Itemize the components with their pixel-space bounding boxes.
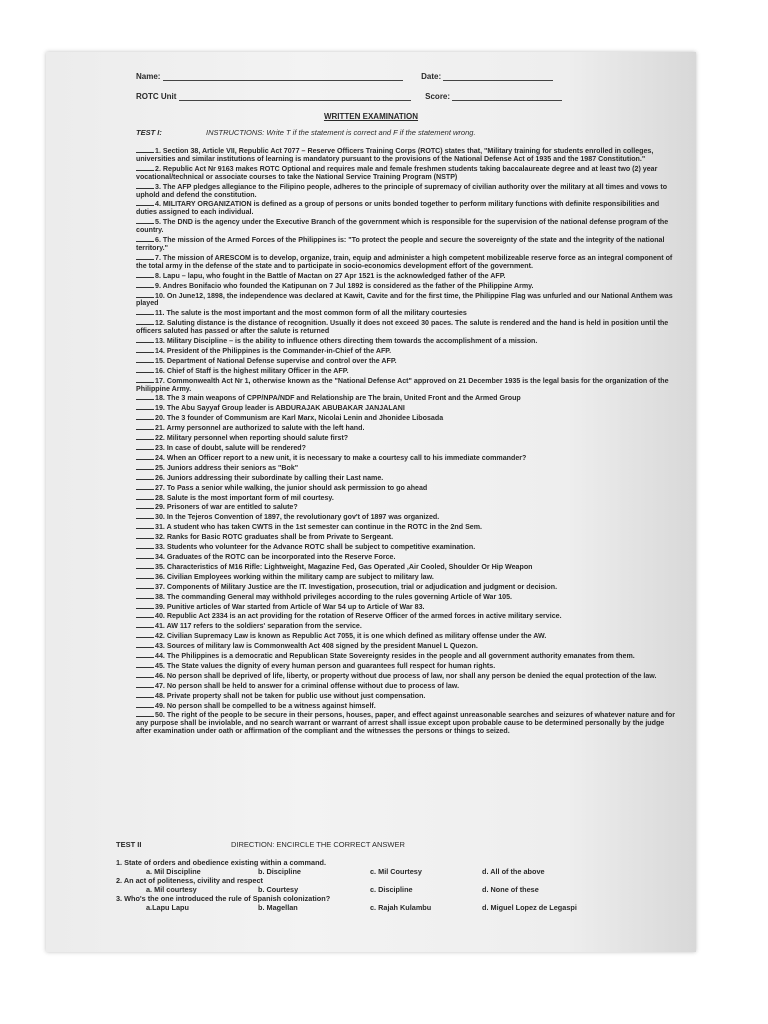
options-row [146,903,686,912]
answer-blank[interactable] [136,562,154,569]
answer-blank[interactable] [136,621,154,628]
answer-blank[interactable] [136,281,154,288]
answer-blank[interactable] [136,542,154,549]
list-item: 19. The Abu Sayyaf Group leader is ABDURAJAK ABUBAKAR JANJALANI [136,403,681,413]
list-item: 22. Military personnel when reporting should salute first? [136,433,681,443]
answer-blank[interactable] [136,552,154,559]
option[interactable]: c. Mil Courtesy [370,867,422,876]
answer-blank[interactable] [136,691,154,698]
list-item: 11. The salute is the most important and the most common form of all the military courtesies [136,308,681,318]
answer-blank[interactable] [136,423,154,430]
answer-blank[interactable] [136,493,154,500]
question: 3. Who's the one introduced the rule of Spanish colonization? [116,894,331,903]
answer-blank[interactable] [136,308,154,315]
test1-items [136,146,681,736]
list-item: 43. Sources of military law is Commonwealth Act 408 signed by the president Manuel L Quezon. [136,641,681,651]
option[interactable]: d. All of the above [482,867,545,876]
list-item: 9. Andres Bonifacio who founded the Katipunan on 7 Jul 1892 is considered as the father of the Philippine Army. [136,281,681,291]
answer-blank[interactable] [136,602,154,609]
answer-blank[interactable] [136,592,154,599]
list-item: 36. Civilian Employees working within the military camp are subject to military law. [136,572,681,582]
answer-blank[interactable] [136,502,154,509]
answer-blank[interactable] [136,631,154,638]
answer-blank[interactable] [136,661,154,668]
list-item: 28. Salute is the most important form of mil courtesy. [136,493,681,503]
list-item: 6. The mission of the Armed Forces of the Philippines is: "To protect the people and secure the sovereignty of the state and the integrity of the national territory." [136,236,665,252]
exam-sheet [46,52,696,952]
answer-blank[interactable] [136,710,154,717]
answer-blank[interactable] [136,413,154,420]
answer-blank[interactable] [136,346,154,353]
answer-blank[interactable] [136,376,154,383]
test1-instructions: INSTRUCTIONS: Write T if the statement is correct and F if the statement wrong. [206,128,476,137]
option[interactable]: b. Discipline [258,867,301,876]
unit-line [179,92,411,101]
answer-blank[interactable] [136,641,154,648]
option[interactable]: b. Magellan [258,903,298,912]
list-item: 10. On June12, 1898, the independence was declared at Kawit, Cavite and for the first time, the Philippine Flag was unfurled and our National Anthem was played [136,291,673,308]
answer-blank[interactable] [136,336,154,343]
list-item: 17. Commonwealth Act Nr 1, otherwise known as the "National Defense Act" approved on 21 December 1935 is the legal basis for the organization of the Philippine Army. [136,376,669,393]
answer-blank[interactable] [136,403,154,410]
test1-label: TEST I: [136,128,162,137]
list-item: 31. A student who has taken CWTS in the 1st semester can continue in the ROTC in the 2nd Sem. [136,522,681,532]
question: 1. State of orders and obedience existing within a command. [116,858,327,867]
answer-blank[interactable] [136,366,154,373]
list-item: 49. No person shall be compelled to be a witness against himself. [136,701,681,711]
score-line [452,92,562,101]
answer-blank[interactable] [136,473,154,480]
list-item: 3. The AFP pledges allegiance to the Filipino people, adheres to the principle of supremacy of civilian authority over the military at all times and vows to uphold and defend the constitution. [136,182,668,199]
list-item: 41. AW 117 refers to the soldiers' separation from the service. [136,621,681,631]
test2-label: TEST II [116,840,142,849]
answer-blank[interactable] [136,443,154,450]
list-item: 23. In case of doubt, salute will be rendered? [136,443,681,453]
list-item: 24. When an Officer report to a new unit, it is necessary to make a courtesy call to his immediate commander? [136,453,681,463]
option[interactable]: b. Courtesy [258,885,299,894]
list-item: 42. Civilian Supremacy Law is known as Republic Act 7055, it is one which defined as military offense under the AW. [136,631,681,641]
list-item: 35. Characteristics of M16 Rifle: Lightweight, Magazine Fed, Gas Operated ,Air Cooled, Shoulder Or Hip Weapon [136,562,681,572]
answer-blank[interactable] [136,611,154,618]
list-item: 37. Components of Military Justice are the IT. Investigation, prosecution, trial or adjudication and judgment or decision. [136,582,681,592]
list-item: 16. Chief of Staff is the highest military Officer in the AFP. [136,366,681,376]
answer-blank[interactable] [136,271,154,278]
answer-blank[interactable] [136,164,154,171]
options-row [146,867,686,876]
answer-blank[interactable] [136,651,154,658]
name-row [136,72,553,81]
list-item: 4. MILITARY ORGANIZATION is defined as a group of persons or units bonded together to perform military functions with definite responsibilities and duties assigned to each individual. [136,200,660,217]
answer-blank[interactable] [136,671,154,678]
option[interactable]: c. Discipline [370,885,413,894]
answer-blank[interactable] [136,433,154,440]
option[interactable]: a.Lapu Lapu [146,903,189,912]
test2-direction: DIRECTION: ENCIRCLE THE CORRECT ANSWER [231,840,405,849]
list-item: 1. Section 38, Article VII, Republic Act 7077 – Reserve Officers Training Corps (ROTC) states that, "Military training for students enrolled in colleges, universities and similar institutions of learning is mandatory pursuant to the provisions of the National Defense Act of 1935 and the 1987 Constitution." [136,147,654,163]
list-item: 47. No person shall be held to answer for a criminal offense without due to process of law. [136,681,681,691]
list-item: 30. In the Tejeros Convention of 1897, the revolutionary gov't of 1897 was organized. [136,512,681,522]
list-item: 8. Lapu – lapu, who fought in the Battle of Mactan on 27 Apr 1521 is the acknowledged father of the AFP. [136,271,681,281]
test2-questions [116,858,686,912]
answer-blank[interactable] [136,199,154,206]
answer-blank[interactable] [136,253,154,260]
list-item: 20. The 3 founder of Communism are Karl Marx, Nicolai Lenin and Jhonidee Libosada [136,413,681,423]
answer-blank[interactable] [136,453,154,460]
exam-title: WRITTEN EXAMINATION [323,112,419,121]
answer-blank[interactable] [136,393,154,400]
date-label: Date: [421,72,442,81]
question: 2. An act of politeness, civility and respect [116,876,263,885]
list-item: 12. Saluting distance is the distance of recognition. Usually it does not exceed 30 paces. The salute is rendered and the hand is held in position until the officers saluted has passed or after the salute is returned [136,319,669,336]
option[interactable]: a. Mil Discipline [146,867,201,876]
answer-blank[interactable] [136,318,154,325]
answer-blank[interactable] [136,291,154,298]
answer-blank[interactable] [136,532,154,539]
list-item: 33. Students who volunteer for the Advance ROTC shall be subject to competitive examination. [136,542,681,552]
option[interactable]: a. Mil courtesy [146,885,197,894]
answer-blank[interactable] [136,146,154,153]
list-item: 27. To Pass a senior while walking, the junior should ask permission to go ahead [136,483,681,493]
options-row [146,885,686,894]
list-item: 46. No person shall be deprived of life, liberty, or property without due process of law, nor shall any person be denied the equal protection of the law. [136,671,681,681]
list-item: 21. Army personnel are authorized to salute with the left hand. [136,423,681,433]
unit-row [136,92,562,101]
list-item: 40. Republic Act 2334 is an act providing for the rotation of Reserve Officer of the armed forces in active military service. [136,611,681,621]
list-item: 32. Ranks for Basic ROTC graduates shall be from Private to Sergeant. [136,532,681,542]
answer-blank[interactable] [136,217,154,224]
list-item: 26. Juniors addressing their subordinate by calling their Last name. [136,473,681,483]
list-item: 25. Juniors address their seniors as "Bok" [136,463,681,473]
answer-blank[interactable] [136,483,154,490]
answer-blank[interactable] [136,463,154,470]
list-item: 38. The commanding General may withhold privileges according to the rules governing Article of War 105. [136,592,681,602]
list-item: 29. Prisoners of war are entitled to salute? [136,502,681,512]
answer-blank[interactable] [136,681,154,688]
answer-blank[interactable] [136,522,154,529]
list-item: 7. The mission of ARESCOM is to develop, organize, train, equip and administer a high competent mobilizeable reserve force as an integral component of the total army in the defense of the state and to participate in socio-economics development effort of the government. [136,253,673,270]
list-item: 48. Private property shall not be taken for public use without just compensation. [136,691,681,701]
score-label: Score: [425,92,451,101]
answer-blank[interactable] [136,582,154,589]
list-item: 15. Department of National Defense supervise and control over the AFP. [136,356,681,366]
option[interactable]: d. Miguel Lopez de Legaspi [482,903,577,912]
option[interactable]: d. None of these [482,885,539,894]
unit-label: ROTC Unit [136,92,177,101]
list-item: 44. The Philippines is a democratic and Republican State Sovereignty resides in the people and all government authority emanates from them. [136,651,681,661]
list-item: 34. Graduates of the ROTC can be incorporated into the Reserve Force. [136,552,681,562]
name-label: Name: [136,72,161,81]
list-item: 50. The right of the people to be secure in their persons, houses, paper, and effect against unreasonable searches and seizures of whatever nature and for any purpose shall be inviolable, and no search warrant or warrant of arrest shall issue except upon probable cause to be determined personally by the judge after examination under oath or affirmation of the compliant and the witnesses the persons or things to seized. [136,711,675,736]
list-item: 13. Military Discipline – is the ability to influence others directing them towards the accomplishment of a mission. [136,336,681,346]
date-line [443,72,553,81]
answer-blank[interactable] [136,512,154,519]
option[interactable]: c. Rajah Kulambu [370,903,432,912]
answer-blank[interactable] [136,356,154,363]
name-line [163,72,403,81]
list-item: 2. Republic Act Nr 9163 makes ROTC Optional and requires male and female freshmen students taking baccalaureate degree and at least two (2) year vocational/technical or associate courses to take the National Service Training Program (NSTP) [136,164,658,181]
list-item: 5. The DND is the agency under the Executive Branch of the government which is responsible for the supervision of the national defense program of the country. [136,218,669,235]
answer-blank[interactable] [136,182,154,189]
list-item: 45. The State values the dignity of every human person and guarantees full respect for human rights. [136,661,681,671]
list-item: 39. Punitive articles of War started from Article of War 54 up to Article of War 83. [136,602,681,612]
answer-blank[interactable] [136,572,154,579]
answer-blank[interactable] [136,701,154,708]
list-item: 18. The 3 main weapons of CPP/NPA/NDF and Relationship are The brain, United Front and the Armed Group [136,393,681,403]
list-item: 14. President of the Philippines is the Commander-in-Chief of the AFP. [136,346,681,356]
answer-blank[interactable] [136,235,154,242]
